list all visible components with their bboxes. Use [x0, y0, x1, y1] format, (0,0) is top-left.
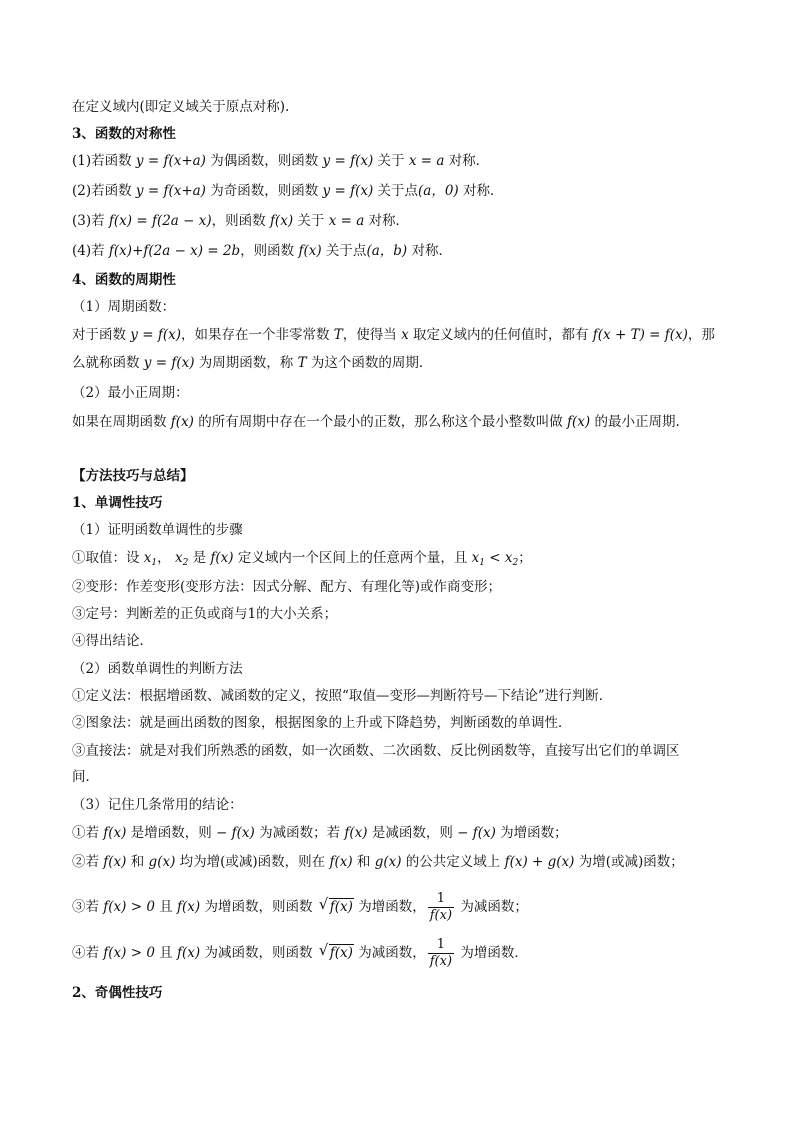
- math-expr: T: [333, 327, 343, 343]
- conclusion-3: ③若 f(x) > 0 且 f(x) 为增函数，则函数 √ f(x) 为增函数， $\frac{1}{f(x)}$ 为减函数；: [72, 891, 528, 923]
- math-expr: f(x + T) = f(x): [592, 327, 688, 343]
- math-expr: x: [401, 327, 409, 343]
- text-line: （1）周期函数：: [72, 299, 176, 315]
- text-line: （3）记住几条常用的结论：: [72, 797, 243, 813]
- math-expr: y = f(x): [130, 327, 181, 343]
- math-expr: x = a: [328, 213, 365, 229]
- conclusion-1: ①若 f(x) 是增函数，则 − f(x) 为减函数；若 f(x) 是减函数，则 − f(x) 为增函数；: [72, 825, 568, 841]
- text-line: （1）证明函数单调性的步骤: [72, 522, 243, 538]
- conclusion-4: ④若 f(x) > 0 且 f(x) 为减函数，则函数 √ f(x) 为减函数， $\frac{1}{f(x)}$ 为增函数．: [72, 937, 528, 969]
- math-expr: y = f(x+a): [135, 183, 206, 199]
- text-line: ①定义法：根据增函数、减函数的定义，按照“取值—变形—判断符号—下结论”进行判断．: [72, 688, 613, 704]
- text-line: ③定号：判断差的正负或商与1的大小关系；: [72, 606, 338, 622]
- text-line: 如果在周期函数 f(x) 的所有周期中存在一个最小的正数，那么称这个最小整数叫做 f(x) 的最小正周期.: [72, 414, 680, 430]
- text-line: ④得出结论．: [72, 633, 153, 649]
- fraction: $\frac{1}{f(x)}$: [429, 937, 453, 969]
- math-expr: f(x): [567, 414, 591, 430]
- text-line: 间．: [72, 769, 99, 785]
- math-expr: f(x): [269, 213, 294, 229]
- symmetry-item-3: (3)若 f(x) = f(2a − x)，则函数 f(x) 关于 x = a 对称．: [72, 213, 410, 229]
- math-expr: (a，0): [418, 183, 459, 199]
- symmetry-item-2: (2)若函数 y = f(x+a) 为奇函数，则函数 y = f(x) 关于点(a，0) 对称．: [72, 183, 504, 199]
- text-line: ①取值：设 $x_1$， $x_2$ 是 f(x) 定义域内一个区间上的任意两个量，且 $x_1 < x_2$；: [72, 550, 532, 568]
- text-line: ②变形：作差变形(变形方法：因式分解、配方、有理化等)或作商变形；: [72, 579, 502, 595]
- section-heading-symmetry: 3、函数的对称性: [72, 126, 176, 142]
- text-line: 么就称函数 y = f(x) 为周期函数，称 T 为这个函数的周期.: [72, 355, 424, 371]
- section-heading-monotonicity: 1、单调性技巧: [72, 495, 163, 511]
- symmetry-item-1: (1)若函数 y = f(x+a) 为偶函数，则函数 y = f(x) 关于 x = a 对称．: [72, 153, 490, 169]
- sqrt-expr: √ f(x): [318, 895, 353, 915]
- math-expr: f(x): [298, 243, 322, 259]
- math-expr: f(x)+f(2a − x) = 2b: [108, 243, 241, 259]
- text-line: ③直接法：就是对我们所熟悉的函数，如一次函数、二次函数、反比例函数等，直接写出它们的单调区: [72, 743, 680, 759]
- math-expr: y = f(x): [322, 183, 374, 199]
- math-expr: y = f(x): [143, 355, 195, 371]
- math-expr: x = a: [408, 153, 445, 169]
- section-heading-parity: 2、奇偶性技巧: [72, 985, 163, 1001]
- text-line: （2）函数单调性的判断方法: [72, 661, 243, 677]
- math-expr: (a，b): [366, 243, 408, 259]
- methods-heading: 【方法技巧与总结】: [72, 468, 194, 484]
- text-line: 在定义域内(即定义域关于原点对称).: [72, 99, 290, 115]
- math-expr: f(x) = f(2a − x): [108, 213, 212, 229]
- text-line: 对于函数 y = f(x)，如果存在一个非零常数 T，使得当 x 取定义域内的任何值时，都有 f(x + T) = f(x)，那: [72, 327, 715, 343]
- text-line: ②图象法：就是画出函数的图象，根据图象的上升或下降趋势，判断函数的单调性．: [72, 715, 572, 731]
- math-expr: T: [297, 355, 307, 371]
- conclusion-2: ②若 f(x) 和 g(x) 均为增(或减)函数，则在 f(x) 和 g(x) 的公共定义域上 f(x) + g(x) 为增(或减)函数；: [72, 854, 684, 870]
- math-expr: y = f(x+a): [135, 153, 206, 169]
- fraction: $\frac{1}{f(x)}$: [429, 891, 453, 923]
- section-heading-periodicity: 4、函数的周期性: [72, 272, 176, 288]
- math-expr: y = f(x): [322, 153, 374, 169]
- sqrt-expr: √ f(x): [318, 941, 353, 961]
- text-line: （2）最小正周期：: [72, 385, 189, 401]
- math-expr: f(x): [170, 414, 194, 430]
- symmetry-item-4: (4)若 f(x)+f(2a − x) = 2b，则函数 f(x) 关于点(a，b) 对称．: [72, 243, 452, 259]
